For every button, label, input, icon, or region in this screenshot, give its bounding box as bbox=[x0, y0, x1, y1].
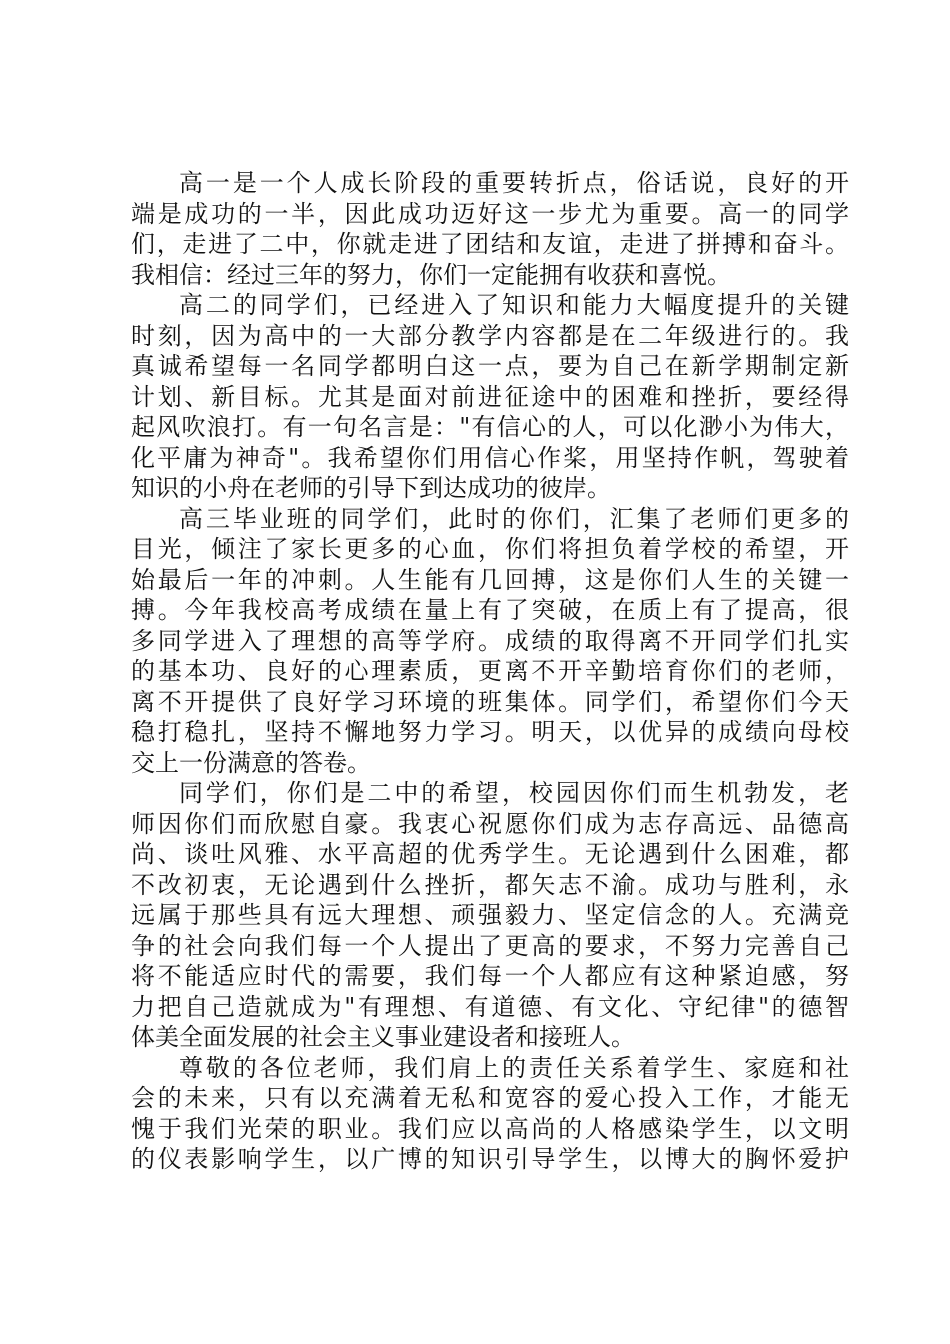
text-line: 尚、谈吐风雅、水平高超的优秀学生。无论遇到什么困难，都 bbox=[131, 840, 849, 868]
text-line: 愧于我们光荣的职业。我们应以高尚的人格感染学生，以文明 bbox=[131, 1114, 849, 1143]
text-line: 体美全面发展的社会主义事业建设者和接班人。 bbox=[131, 1023, 635, 1051]
text-line: 尊敬的各位老师，我们肩上的责任关系着学生、家庭和社 bbox=[179, 1053, 849, 1082]
text-line: 稳打稳扎，坚持不懈地努力学习。明天，以优异的成绩向母校 bbox=[131, 718, 849, 746]
text-line: 真诚希望每一名同学都明白这一点，要为自己在新学期制定新 bbox=[131, 352, 849, 380]
text-line: 起风吹浪打。有一句名言是："有信心的人，可以化渺小为伟大， bbox=[131, 413, 849, 441]
text-line: 搏。今年我校高考成绩在量上有了突破，在质上有了提高，很 bbox=[131, 596, 849, 624]
text-line: 多同学进入了理想的高等学府。成绩的取得离不开同学们扎实 bbox=[131, 626, 849, 655]
text-line: 的基本功、良好的心理素质，更离不开辛勤培育你们的老师， bbox=[131, 657, 849, 685]
text-line: 远属于那些具有远大理想、顽强毅力、坚定信念的人。充满竞 bbox=[131, 901, 849, 929]
text-line: 我相信：经过三年的努力，你们一定能拥有收获和喜悦。 bbox=[131, 260, 731, 289]
document-body bbox=[131, 168, 849, 1175]
paragraph bbox=[131, 778, 849, 1053]
text-line: 高一是一个人成长阶段的重要转折点，俗话说，良好的开 bbox=[179, 169, 849, 197]
text-line: 高二的同学们，已经进入了知识和能力大幅度提升的关键 bbox=[179, 291, 849, 319]
paragraph bbox=[131, 168, 849, 290]
text-line: 离不开提供了良好学习环境的班集体。同学们，希望你们今天 bbox=[131, 687, 849, 716]
text-line: 会的未来，只有以充满着无私和宽容的爱心投入工作，才能无 bbox=[131, 1084, 849, 1112]
text-line: 师因你们而欣慰自豪。我衷心祝愿你们成为志存高远、品德高 bbox=[131, 809, 849, 838]
text-line: 目光，倾注了家长更多的心血，你们将担负着学校的希望，开 bbox=[131, 535, 849, 563]
text-line: 知识的小舟在老师的引导下到达成功的彼岸。 bbox=[131, 474, 611, 502]
text-line: 争的社会向我们每一个人提出了更高的要求，不努力完善自己 bbox=[131, 931, 849, 960]
text-line: 交上一份满意的答卷。 bbox=[131, 748, 371, 777]
text-line: 始最后一年的冲刺。人生能有几回搏，这是你们人生的关键一 bbox=[131, 565, 849, 594]
text-line: 同学们，你们是二中的希望，校园因你们而生机勃发，老 bbox=[179, 779, 849, 807]
text-line: 时刻，因为高中的一大部分教学内容都是在二年级进行的。我 bbox=[131, 321, 849, 350]
text-line: 计划、新目标。尤其是面对前进征途中的困难和挫折，要经得 bbox=[131, 382, 849, 411]
text-line: 们，走进了二中，你就走进了团结和友谊，走进了拼搏和奋斗。 bbox=[131, 230, 849, 258]
text-line: 将不能适应时代的需要，我们每一个人都应有这种紧迫感，努 bbox=[131, 962, 849, 990]
paragraph bbox=[131, 290, 849, 504]
paragraph bbox=[131, 1053, 849, 1175]
text-line: 端是成功的一半，因此成功迈好这一步尤为重要。高一的同学 bbox=[131, 199, 849, 228]
text-line: 高三毕业班的同学们，此时的你们，汇集了老师们更多的 bbox=[179, 504, 849, 533]
text-line: 不改初衷，无论遇到什么挫折，都矢志不渝。成功与胜利，永 bbox=[131, 870, 849, 899]
text-line: 的仪表影响学生，以广博的知识引导学生，以博大的胸怀爱护 bbox=[131, 1145, 849, 1173]
text-line: 力把自己造就成为"有理想、有道德、有文化、守纪律"的德智 bbox=[131, 992, 849, 1021]
paragraph bbox=[131, 504, 849, 779]
text-line: 化平庸为神奇"。我希望你们用信心作桨，用坚持作帆，驾驶着 bbox=[131, 443, 849, 472]
